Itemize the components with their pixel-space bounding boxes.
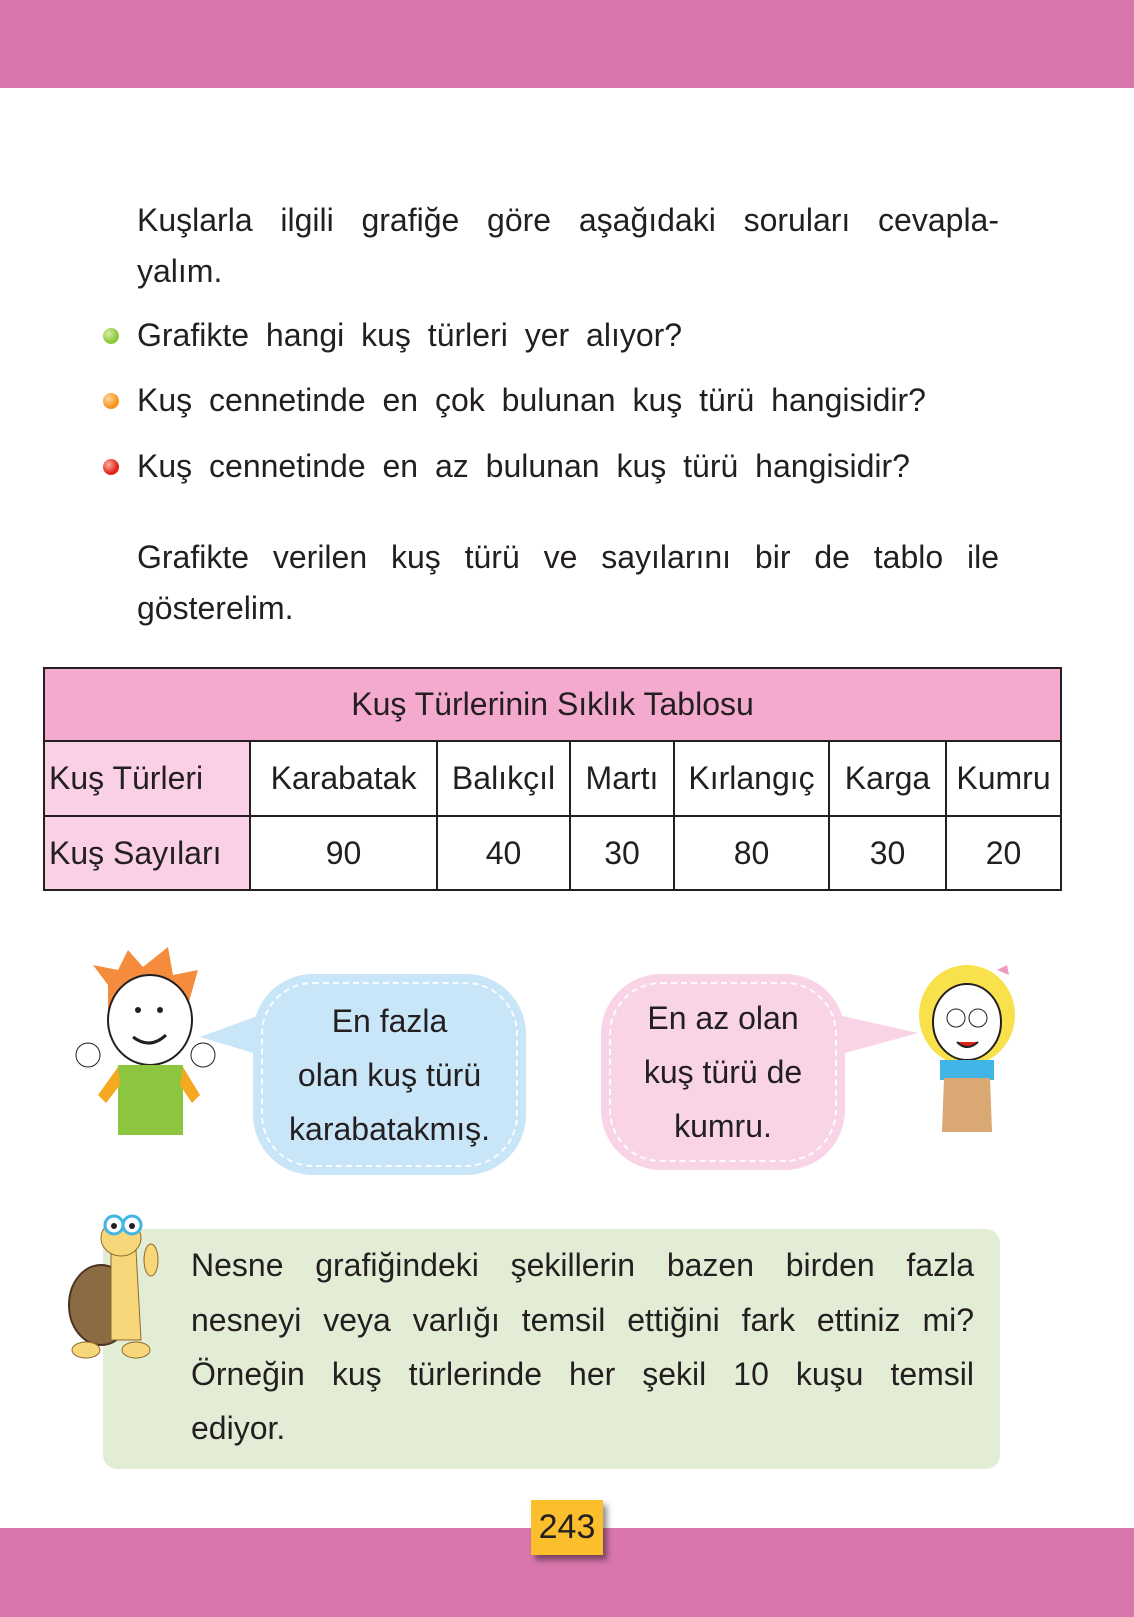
- pink-bubble-tail: [838, 1015, 918, 1055]
- species-cell: Kırlangıç: [674, 741, 829, 816]
- bubble-line: En az olan: [647, 1000, 799, 1036]
- red-bullet-icon: [103, 459, 119, 475]
- intro-line-2: yalım.: [137, 253, 223, 289]
- blue-bubble-tail: [200, 1015, 260, 1055]
- species-cell: Karga: [829, 741, 946, 816]
- species-cell: Kumru: [946, 741, 1061, 816]
- question-3: Kuş cennetinde en az bulunan kuş türü hangisidir?: [137, 448, 910, 484]
- count-cell: 40: [437, 816, 570, 890]
- count-cell: 30: [570, 816, 674, 890]
- count-cell: 80: [674, 816, 829, 890]
- species-cell: Balıkçıl: [437, 741, 570, 816]
- bubble-line: olan kuş türü: [297, 1056, 482, 1093]
- count-cell: 90: [250, 816, 437, 890]
- top-band: [0, 0, 1134, 88]
- question-2: Kuş cennetinde en çok bulunan kuş türü hangisidir?: [137, 382, 926, 418]
- row-label-species: Kuş Türleri: [44, 741, 250, 816]
- boy-illustration: [68, 945, 218, 1137]
- species-cell: Karabatak: [250, 741, 437, 816]
- table-title: Kuş Türlerinin Sıklık Tablosu: [44, 668, 1061, 741]
- table-intro-line-2: gösterelim.: [137, 590, 294, 626]
- bubble-line: kumru.: [674, 1108, 772, 1144]
- bubble-line: En fazla: [331, 1002, 448, 1039]
- page-number: 243: [531, 1500, 603, 1555]
- orange-bullet-icon: [103, 393, 119, 409]
- note-line-3: Örneğin kuş türlerinde her şekil 10 kuşu temsil: [191, 1356, 974, 1392]
- bubble-line: kuş türü de: [643, 1054, 803, 1090]
- note-line-1: Nesne grafiğindeki şekillerin bazen birden fazla: [191, 1247, 974, 1283]
- count-cell: 30: [829, 816, 946, 890]
- bubble-line: karabatakmış.: [289, 1110, 490, 1147]
- girl-illustration: [912, 960, 1032, 1135]
- note-line-4: ediyor.: [191, 1410, 286, 1446]
- question-1: Grafikte hangi kuş türleri yer alıyor?: [137, 317, 683, 353]
- table-intro-line-1: Grafikte verilen kuş türü ve sayılarını bir de tablo ile: [137, 539, 999, 575]
- species-cell: Martı: [570, 741, 674, 816]
- note-line-2: nesneyi veya varlığı temsil ettiğini fark ettiniz mi?: [191, 1302, 974, 1338]
- count-cell: 20: [946, 816, 1061, 890]
- girl-speech-bubble: [601, 974, 845, 1170]
- boy-speech-bubble: [253, 974, 526, 1175]
- turtle-illustration: [66, 1210, 166, 1362]
- intro-line-1: Kuşlarla ilgili grafiğe göre aşağıdaki soruları cevapla-: [137, 202, 999, 238]
- frequency-table: [43, 667, 1062, 891]
- row-label-counts: Kuş Sayıları: [44, 816, 250, 890]
- green-bullet-icon: [103, 328, 119, 344]
